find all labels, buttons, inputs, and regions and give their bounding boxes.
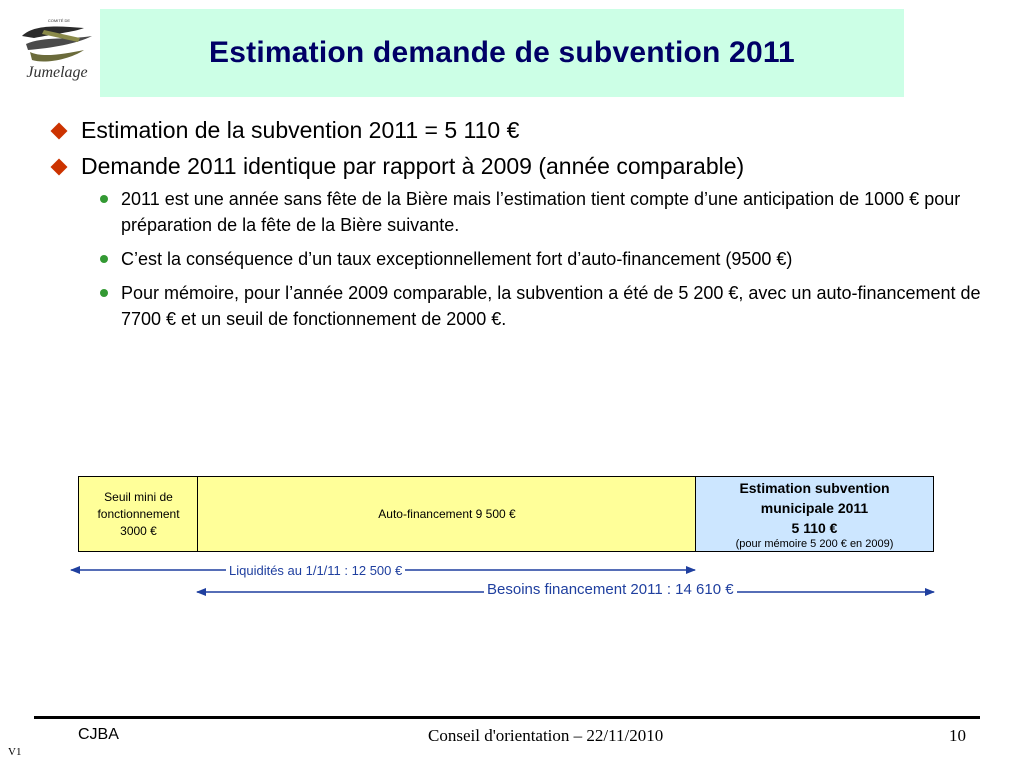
diamond-bullet-icon — [51, 159, 68, 176]
auto-financement-label: Auto-financement 9 500 € — [378, 507, 516, 521]
dot-bullet-icon — [100, 195, 108, 203]
diamond-bullet-icon — [51, 123, 68, 140]
estimation-amount: 5 110 € — [791, 519, 838, 536]
bullet-list — [48, 116, 998, 340]
sub-bullet-text: Pour mémoire, pour l’année 2009 comparable, la subvention a été de 5 200 €, avec un auto-financement de 7700 € et un seuil de fonctionnement de 2000 €. — [121, 283, 981, 329]
footer-organization: CJBA — [78, 726, 119, 743]
auto-financement-box — [197, 476, 697, 552]
sub-bullet-item — [96, 246, 998, 272]
sub-bullet-text: C’est la conséquence d’un taux exceptionnellement fort d’auto-financement (9500 €) — [121, 249, 793, 269]
svg-text:COMITÉ DE: COMITÉ DE — [47, 18, 71, 23]
title-banner — [100, 9, 904, 97]
funding-diagram — [78, 476, 934, 552]
sub-bullet-text: 2011 est une année sans fête de la Bière mais l’estimation tient compte d’une anticipation de 1000 € pour préparation de la fête de la Bière suivante. — [121, 189, 961, 235]
sub-bullet-item — [96, 280, 998, 332]
seuil-line1: Seuil mini de — [104, 489, 173, 504]
estimation-line1: Estimation subvention — [739, 479, 890, 496]
liquidites-label: Liquidités au 1/1/11 : 12 500 € — [226, 563, 405, 578]
slide-title: Estimation demande de subvention 2011 — [209, 36, 795, 69]
footer-divider — [34, 716, 980, 719]
logo-caption: Jumelage — [26, 64, 88, 81]
seuil-line3: 3000 € — [120, 523, 157, 538]
sub-bullet-list — [96, 186, 998, 332]
bullet-text: Estimation de la subvention 2011 = 5 110 € — [81, 117, 520, 143]
estimation-line2: municipale 2011 — [760, 499, 869, 516]
footer-meeting: Conseil d'orientation – 22/11/2010 — [428, 726, 664, 745]
bullet-item — [48, 152, 998, 180]
sub-bullet-item — [96, 186, 998, 238]
version-label: V1 — [8, 746, 22, 758]
bullet-text: Demande 2011 identique par rapport à 2009 (année comparable) — [81, 153, 745, 179]
page-number: 10 — [949, 726, 966, 745]
seuil-line2: fonctionnement — [97, 506, 180, 521]
estimation-note: (pour mémoire 5 200 € en 2009) — [735, 537, 894, 550]
bullet-item — [48, 116, 998, 144]
seuil-box — [78, 476, 199, 552]
dot-bullet-icon — [100, 255, 108, 263]
estimation-box — [695, 476, 934, 552]
dot-bullet-icon — [100, 289, 108, 297]
besoins-label: Besoins financement 2011 : 14 610 € — [484, 581, 737, 598]
